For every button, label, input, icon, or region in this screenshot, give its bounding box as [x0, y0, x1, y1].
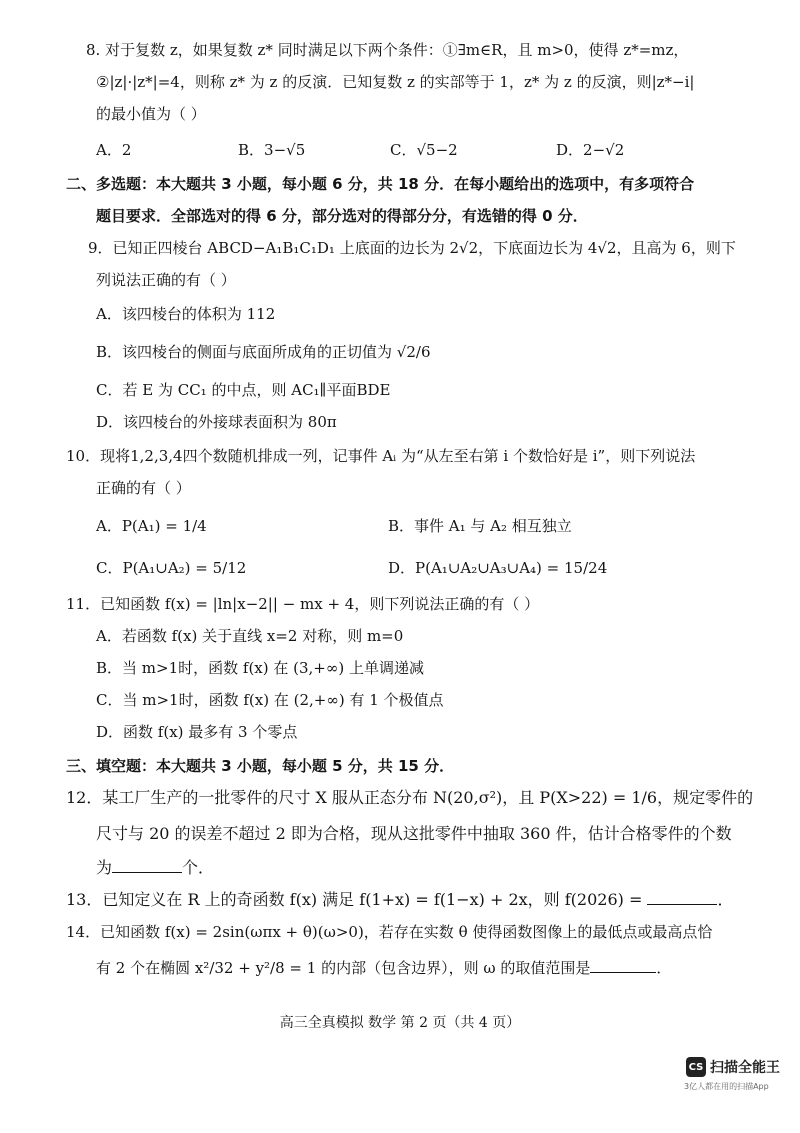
q9-option-c: C．若 E 为 CC₁ 的中点，则 AC₁∥平面BDE: [96, 381, 391, 399]
q13-suffix: ．: [717, 890, 734, 909]
q8-option-d: D．2−√2: [556, 141, 625, 159]
q8-line2: ②|z|·|z*|=4，则称 z* 为 z 的反演．已知复数 z 的实部等于 1，z* 为 z 的反演，则|z*−i|: [96, 73, 695, 91]
q12-answer-blank[interactable]: [112, 858, 182, 873]
q14-suffix: ．: [656, 959, 672, 977]
q13-text: 13．已知定义在 R 上的奇函数 f(x) 满足 f(1+x) = f(1−x) + 2x，则 f(2026) =: [66, 890, 643, 909]
q14-line1: 14．已知函数 f(x) = 2sin(ωπx + θ)(ω>0)，若存在实数 θ 使得函数图像上的最低点或最高点恰: [66, 923, 713, 941]
q13-line1: [66, 890, 733, 910]
camscanner-name: 扫描全能王: [710, 1060, 780, 1076]
section3-heading: 三、填空题：本大题共 3 小题，每小题 5 分，共 15 分．: [66, 757, 455, 775]
q9-line2: 列说法正确的有（ ）: [96, 271, 236, 289]
q9-option-a: A．该四棱台的体积为 112: [96, 305, 276, 323]
q12-line3: [96, 858, 214, 878]
q10-option-c: C．P(A₁∪A₂) = 5/12: [96, 559, 247, 577]
q10-line2: 正确的有（ ）: [96, 479, 191, 497]
q13-answer-blank[interactable]: [647, 890, 717, 905]
section2-heading-line2: 题目要求．全部选对的得 6 分，部分选对的得部分分，有选错的得 0 分．: [96, 207, 588, 225]
q11-option-b: B．当 m>1时，函数 f(x) 在 (3,+∞) 上单调递减: [96, 659, 424, 677]
q8-option-a: A．2: [96, 141, 132, 159]
section2-heading-line1: 二、多选题：本大题共 3 小题，每小题 6 分，共 18 分．在每小题给出的选项中，有多项符合: [66, 175, 695, 193]
q14-text: 有 2 个在椭圆 x²/32 + y²/8 = 1 的内部（包含边界），则 ω 的取值范围是: [96, 959, 591, 977]
q12-line3-suffix: 个．: [182, 858, 215, 877]
q8-option-b: B．3−√5: [238, 141, 306, 159]
q8-line3: 的最小值为（ ）: [96, 105, 206, 123]
q11-option-a: A．若函数 f(x) 关于直线 x=2 对称，则 m=0: [96, 627, 404, 645]
q12-line3-prefix: 为: [96, 858, 113, 877]
page-footer: 高三全真模拟 数学 第 2 页（共 4 页）: [279, 1015, 521, 1031]
q9-option-b: B．该四棱台的侧面与底面所成角的正切值为 √2/6: [96, 343, 431, 361]
q11-option-c: C．当 m>1时，函数 f(x) 在 (2,+∞) 有 1 个极值点: [96, 691, 444, 709]
camscanner-logo-icon: CS: [686, 1057, 706, 1077]
camscanner-tagline: 3亿人都在用的扫描App: [684, 1082, 769, 1091]
q10-option-b: B．事件 A₁ 与 A₂ 相互独立: [388, 517, 572, 535]
q9-line1: 9．已知正四棱台 ABCD−A₁B₁C₁D₁ 上底面的边长为 2√2，下底面边长为 4√2，且高为 6，则下: [88, 239, 736, 257]
q11-line1: 11．已知函数 f(x) = |ln|x−2|| − mx + 4，则下列说法正确的有（ ）: [66, 595, 540, 613]
q8-option-c: C．√5−2: [390, 141, 458, 159]
camscanner-watermark: [686, 1057, 780, 1077]
q10-line1: 10．现将1,2,3,4四个数随机排成一列，记事件 Aᵢ 为“从左至右第 i 个数恰好是 i”，则下列说法: [66, 447, 696, 465]
q12-line2: 尺寸与 20 的误差不超过 2 即为合格，现从这批零件中抽取 360 件，估计合格零件的个数: [96, 824, 732, 843]
q14-line2: [96, 958, 671, 978]
q8-line1: 8. 对于复数 z，如果复数 z* 同时满足以下两个条件：①∃m∈R，且 m>0，使得 z*=mz，: [86, 41, 689, 59]
q14-answer-blank[interactable]: [590, 958, 656, 973]
q10-option-d: D．P(A₁∪A₂∪A₃∪A₄) = 15/24: [388, 559, 608, 577]
q10-option-a: A．P(A₁) = 1/4: [96, 517, 207, 535]
q11-option-d: D．函数 f(x) 最多有 3 个零点: [96, 723, 298, 741]
q9-option-d: D．该四棱台的外接球表面积为 80π: [96, 413, 337, 431]
q12-line1: 12．某工厂生产的一批零件的尺寸 X 服从正态分布 N(20,σ²)，且 P(X>22) = 1/6，规定零件的: [66, 788, 754, 807]
